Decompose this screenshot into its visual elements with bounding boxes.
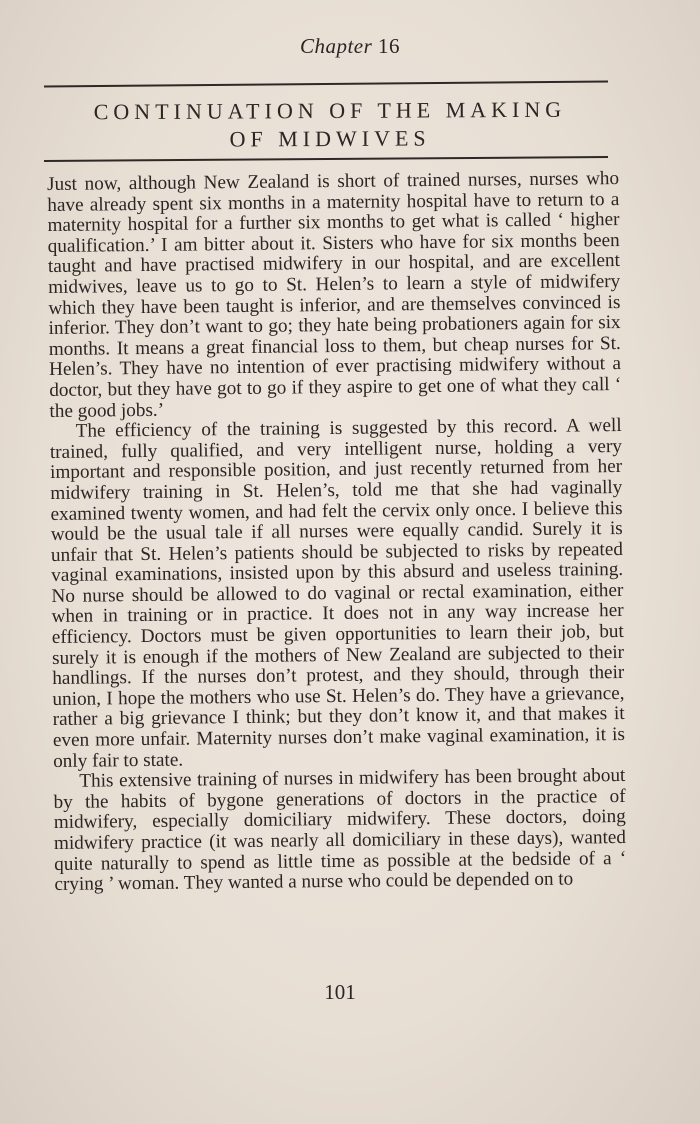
paragraph-1: Just now, although New Zealand is short of trained nurses, nurses who have already spent six months in a maternity hospital have to return to a maternity hospital for a further six months to get what is called ‘ higher qualification.’ I am bitter about it. Sisters who have for six months been taught and have practised midwifery in our hospital, and are excellent midwives, leave us to go to St. Helen’s to learn a style of midwifery which they have been taught is inferior, and are themselves convinced is inferior. They don’t want to go; they hate being probationers again for six months. It means a great financial loss to them, but cheap nurses for St. Helen’s. They have no intention of ever practising midwifery without a doctor, but they have got to go if they aspire to get one of what they call ‘ the good jobs.’: [46, 168, 622, 422]
chapter-number: 16: [378, 34, 401, 58]
bottom-rule-divider: [44, 156, 608, 162]
page-number: 101: [324, 980, 356, 1004]
chapter-word: Chapter: [299, 34, 373, 58]
chapter-title-line-1: CONTINUATION OF THE MAKING: [93, 96, 567, 125]
chapter-heading: [0, 34, 700, 59]
paragraph-2: The efficiency of the training is suggested by this record. A well trained, fully qualified, and very intelligent nurse, holding a very important and responsible position, and just recently returned from her midwifery training in St. Helen’s, told me that she had vaginally examined twenty women, and had felt the cervix only once. I believe this would be the usual tale if all nurses were equally candid. Surely it is unfair that St. Helen’s patients should be subjected to risks by repeated vaginal examinations, insisted upon by this absurd and useless training. No nurse should be allowed to do vaginal or rectal examination, either when in training or in practice. It does not in any way increase her efficiency. Doctors must be given opportunities to learn their job, but surely it is enough if the mothers of New Zealand are subjected to their handlings. If the nurses don’t protest, and they should, through their union, I hope the mothers who use St. Helen’s do. They have a grievance, rather a big grievance I think; but they don’t know it, and that makes it even more unfair. Maternity nurses don’t make vaginal examination, it is only fair to state.: [49, 415, 626, 772]
body-text: [47, 169, 627, 896]
top-rule-divider: [44, 81, 608, 88]
chapter-title-line-2: OF MIDWIVES: [229, 125, 431, 152]
chapter-title: [40, 95, 620, 154]
paragraph-3: This extensive training of nurses in midwifery has been brought about by the habits of bygone generations of doctors in the practice of midwifery, especially domiciliary midwifery. These doctors, doing midwifery practice (it was nearly all domiciliary in these days), wanted quite naturally to spend as little time as possible at the bedside of a ‘ crying ’ woman. They wanted a nurse who could be depended on to: [53, 765, 627, 896]
